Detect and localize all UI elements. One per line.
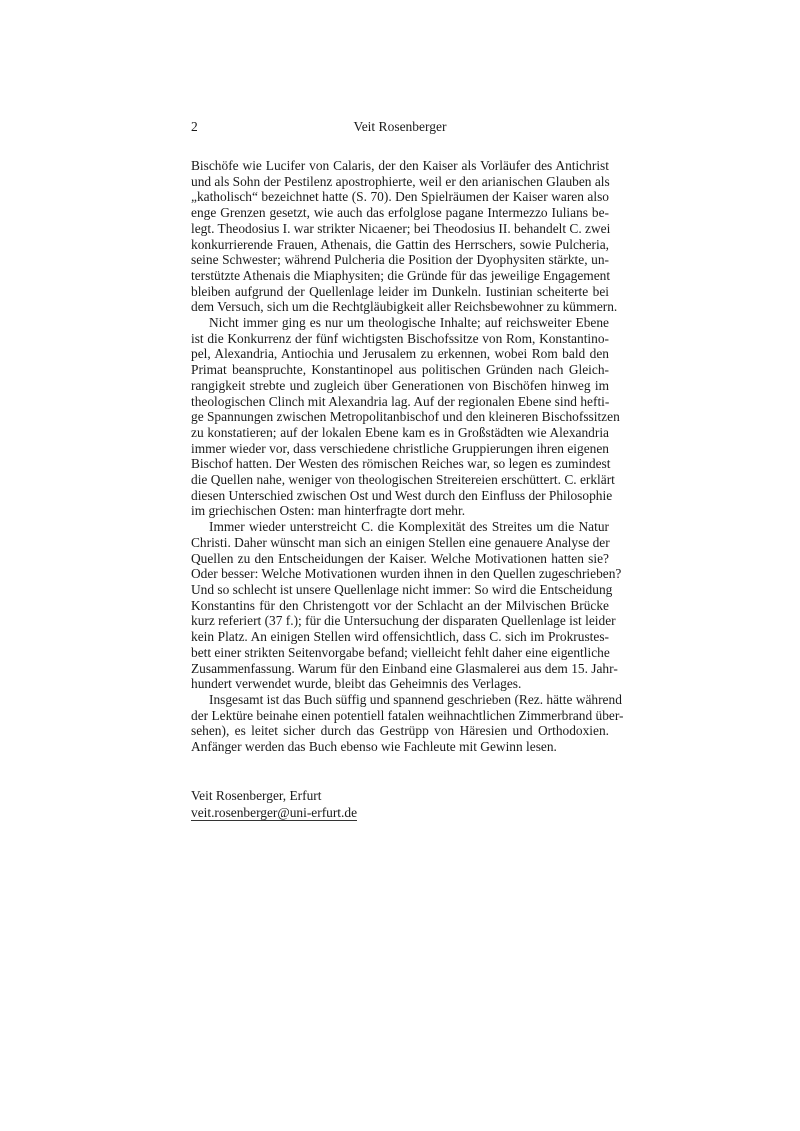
text-line: Quellen zu den Entscheidungen der Kaiser. Welche Motivationen hatten sie?: [191, 550, 609, 566]
page-number: 2: [191, 119, 198, 134]
text-line: sehen), es leitet sicher durch das Gestrüpp von Häresien und Orthodoxien.: [191, 723, 609, 739]
text-line: rangigkeit strebte und zugleich über Generationen von Bischöfen hinweg im: [191, 377, 609, 393]
text-line: Christi. Daher wünscht man sich an einigen Stellen eine genauere Analyse der: [191, 534, 610, 550]
text-line: Insgesamt ist das Buch süffig und spannend geschrieben (Rez. hätte während: [209, 691, 622, 707]
review-body: [191, 158, 624, 755]
text-line: Und so schlecht ist unsere Quellenlage nicht immer: So wird die Entscheidung: [191, 581, 613, 597]
text-line: immer wieder vor, dass verschiedene christliche Gruppierungen ihren eigenen: [191, 440, 609, 456]
text-line: bett einer strikten Seitenvorgabe befand; vielleicht fehlt daher eine eigentliche: [191, 644, 610, 660]
text-line: pel, Alexandria, Antiochia und Jerusalem zu erkennen, wobei Rom bald den: [191, 346, 609, 362]
page-header: [191, 119, 609, 135]
author-name: Veit Rosenberger, Erfurt: [191, 788, 322, 803]
text-line: und als Sohn der Pestilenz apostrophierte, weil er den arianischen Glauben als: [191, 173, 610, 189]
text-line: Oder besser: Welche Motivationen wurden ihnen in den Quellen zugeschrieben?: [191, 566, 622, 582]
text-line: „katholisch“ bezeichnet hatte (S. 70). Den Spielräumen der Kaiser waren also: [191, 189, 609, 205]
text-line: kein Platz. An einigen Stellen wird offensichtlich, dass C. sich im Prokrustes-: [191, 629, 609, 645]
text-line: Immer wieder unterstreicht C. die Komplexität des Streites um die Natur: [209, 519, 609, 535]
author-email-link[interactable]: veit.rosenberger@uni-erfurt.de: [191, 805, 358, 820]
paragraph: [191, 315, 620, 519]
text-line: ist die Konkurrenz der fünf wichtigsten Bischofssitze von Rom, Konstantino-: [191, 330, 609, 346]
text-line: enge Grenzen gesetzt, wie auch das erfolglose pagane Intermezzo Iulians be-: [191, 205, 609, 221]
text-line: theologischen Clinch mit Alexandria lag. Auf der regionalen Ebene sind hefti-: [191, 393, 610, 409]
text-line: Zusammenfassung. Warum für den Einband eine Glasmalerei aus dem 15. Jahr-: [191, 660, 618, 676]
paragraph: [191, 519, 622, 692]
text-line: Anfänger werden das Buch ebenso wie Fachleute mit Gewinn lesen.: [191, 739, 557, 755]
text-line: der Lektüre beinahe einen potentiell fatalen weihnachtlichen Zimmerbrand über-: [191, 707, 624, 723]
text-line: legt. Theodosius I. war strikter Nicaener; bei Theodosius II. behandelt C. zwei: [191, 220, 611, 236]
text-line: hundert verwendet wurde, bleibt das Geheimnis des Verlages.: [191, 676, 522, 692]
text-line: terstützte Athenais die Miaphysiten; die Gründe für das jeweilige Engagement: [191, 267, 611, 283]
text-line: seine Schwester; während Pulcheria die Position der Dyophysiten stärkte, un-: [191, 252, 609, 268]
text-line: Primat beanspruchte, Konstantinopel aus politischen Gründen nach Gleich-: [191, 362, 609, 378]
text-line: im griechischen Osten: man hinterfragte dort mehr.: [191, 503, 466, 519]
text-line: zu konstatieren; auf der lokalen Ebene kam es in Großstädten wie Alexandria: [191, 424, 609, 440]
text-line: dem Versuch, sich um die Rechtgläubigkeit aller Reichsbewohner zu kümmern.: [191, 299, 618, 315]
text-line: Nicht immer ging es nur um theologische Inhalte; auf reichsweiter Ebene: [209, 315, 609, 331]
text-line: Konstantins für den Christengott vor der Schlacht an der Milvischen Brücke: [191, 597, 609, 613]
text-line: diesen Unterschied zwischen Ost und West durch den Einfluss der Philosophie: [191, 487, 613, 503]
text-line: Bischof hatten. Der Westen des römischen Reiches war, so legen es zumindest: [191, 456, 611, 472]
paragraph: [191, 158, 618, 315]
text-line: ge Spannungen zwischen Metropolitanbischof und den kleineren Bischofssitzen: [191, 409, 620, 425]
text-line: die Quellen nahe, weniger von theologischen Streitereien erschüttert. C. erklärt: [191, 472, 615, 488]
text-line: konkurrierende Frauen, Athenais, die Gattin des Herrschers, sowie Pulcheria,: [191, 236, 609, 252]
text-line: bleiben aufgrund der Quellenlage leider im Dunkeln. Iustinian scheiterte bei: [191, 283, 609, 299]
text-line: Bischöfe wie Lucifer von Calaris, der den Kaiser als Vorläufer des Antichrist: [191, 158, 609, 173]
signature: [191, 787, 357, 821]
text-line: kurz referiert (37 f.); für die Untersuchung der disparaten Quellenlage ist leider: [191, 613, 616, 629]
running-head: Veit Rosenberger: [353, 119, 447, 134]
paragraph: [191, 691, 624, 755]
